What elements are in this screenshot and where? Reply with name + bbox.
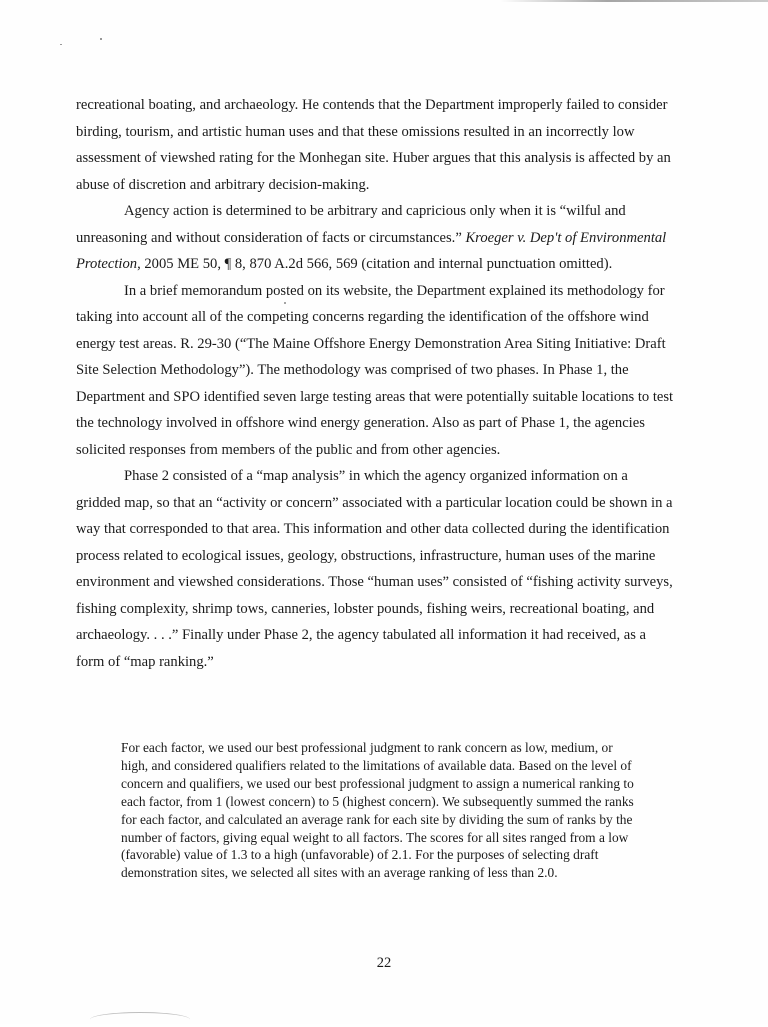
page-number: 22 [376,955,392,971]
case-citation: , 2005 ME 50, ¶ 8, 870 A.2d 566, 569 (citation and internal punctuation omitted). [137,256,613,272]
scan-artifact-top [500,0,768,2]
scan-speck [100,38,102,40]
scan-artifact-bottom [90,1012,190,1027]
paragraph-memorandum: In a brief memorandum posted on its website, the Department explained its methodology for taking into account all of the competing concerns regarding the identification of the offshore wind energy test areas. R. 29-30 (“The Maine Offshore Energy Demonstration Area Siting Initiative: Draft Site Selection Methodology”). The methodology was comprised of two phases. In Phase 1, the Department and SPO identified seven large testing areas that were potentially suitable locations to test the technology involved in offshore wind energy generation. Also as part of Phase 1, the agencies solicited responses from members of the public and from other agencies. [76,282,674,458]
paragraph-continuation: recreational boating, and archaeology. He contends that the Department improperly failed to consider birding, tourism, and artistic human uses and that these omissions resulted in an incorrectly low assessment of viewshed rating for the Monhegan site. Huber argues that this analysis is affected by an abuse of discretion and arbitrary decision-making. [76,97,671,193]
scan-speck [60,44,62,45]
block-quote [121,739,641,882]
paragraph-phase-2: Phase 2 consisted of a “map analysis” in which the agency organized information on a gridded map, so that an “activity or concern” associated with a particular location could be shown in a way that corresponded to that area. This information and other data collected during the identification process related to ecological issues, geology, obstructions, infrastructure, human uses of the marine environment and viewshed considerations. Those “human uses” consisted of “fishing activity surveys, fishing complexity, shrimp tows, canneries, lobster pounds, fishing weirs, recreational boating, and archaeology. . . .” Finally under Phase 2, the agency tabulated all information it had received, as a form of “map ranking.” [76,468,673,670]
paragraph-agency-action [76,198,676,278]
case-name: Kroeger v. Dep't of Environmental Protection [76,229,667,272]
body-text [76,92,676,675]
agency-text: Agency action is determined to be arbitrary and capricious only when it is “wilful and unreasoning and without consideration of facts or circumstances.” [76,203,626,246]
block-quote-text: For each factor, we used our best professional judgment to rank concern as low, medium, or high, and considered qualifiers related to the limitations of available data. Based on the level of concern and qualifiers, we used our best professional judgment to assign a numerical ranking to each factor, from 1 (lowest concern) to 5 (highest concern). We subsequently summed the ranks for each factor, and calculated an average rank for each site by dividing the sum of ranks by the number of factors, giving equal weight to all factors. The scores for all sites ranged from a low (favorable) value of 1.3 to a high (unfavorable) of 2.1. For the purposes of selecting draft demonstration sites, we selected all sites with an average ranking of less than 2.0. [121,740,634,881]
